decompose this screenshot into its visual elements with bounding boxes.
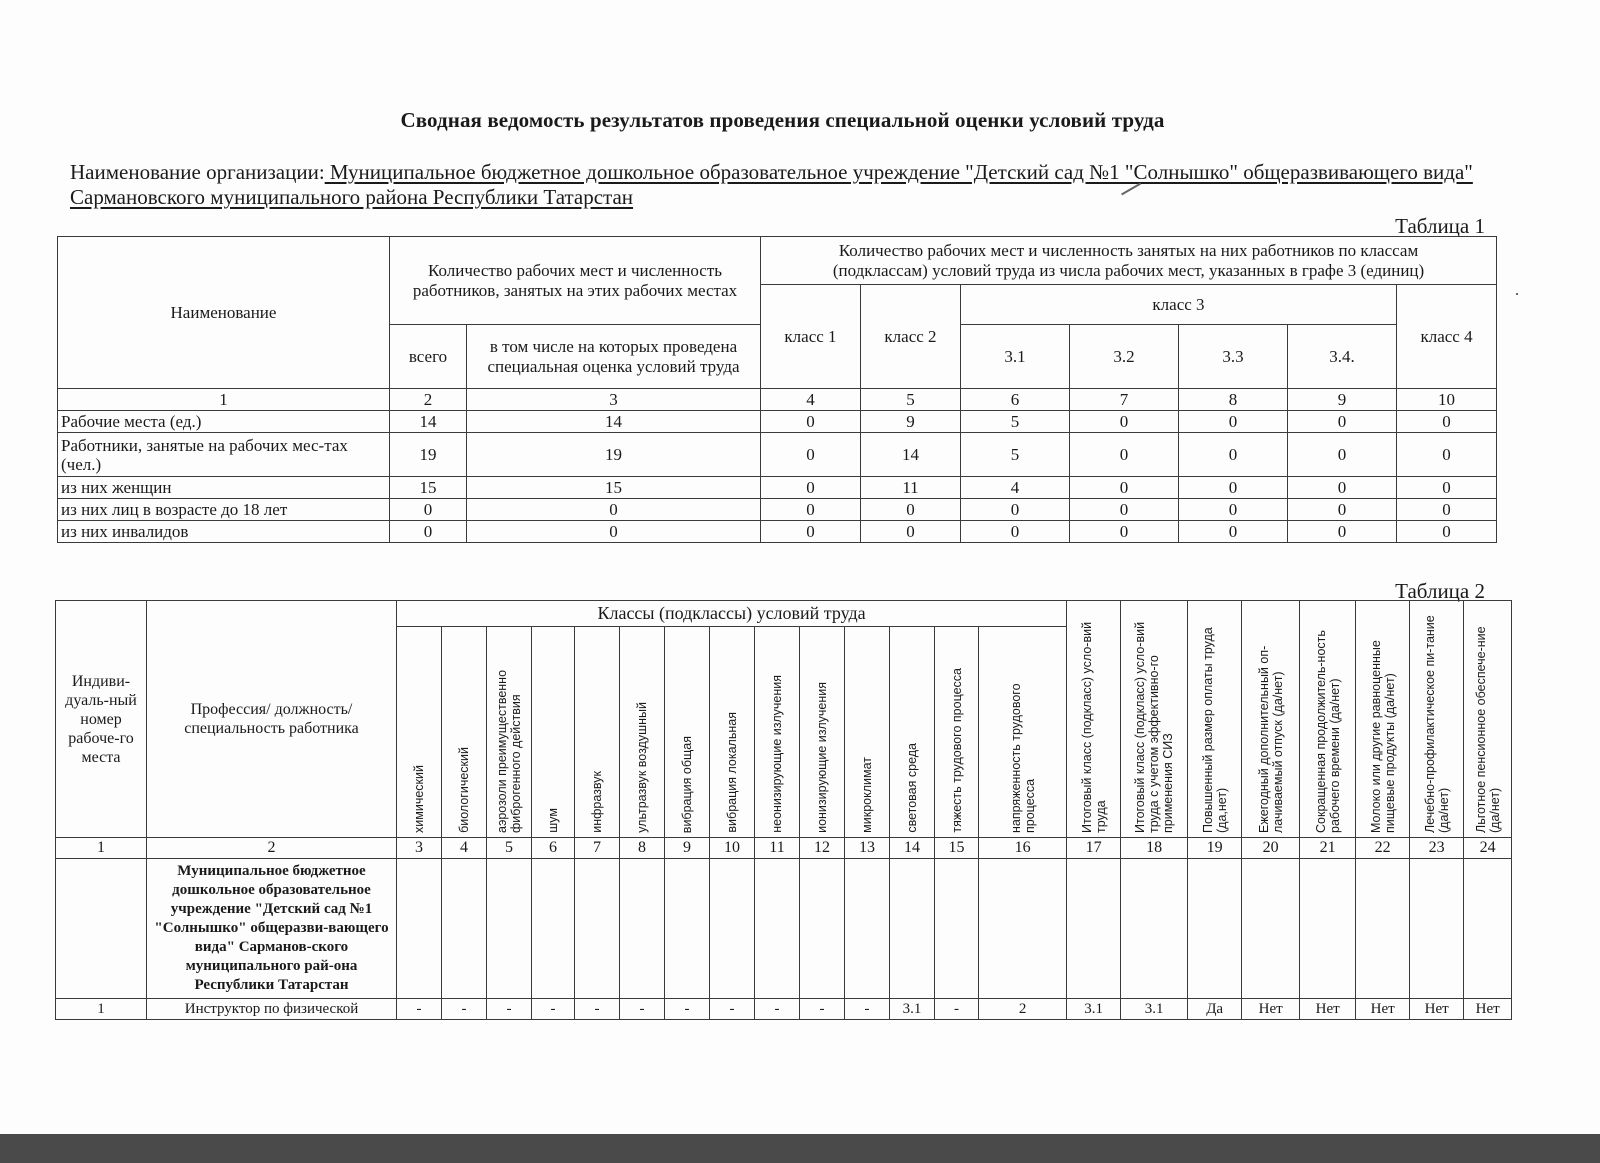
cell-value: 14 bbox=[467, 411, 761, 433]
cell-value: - bbox=[710, 999, 755, 1020]
col-num: 4 bbox=[442, 838, 487, 859]
column-number-row bbox=[58, 389, 1497, 411]
col-num: 2 bbox=[147, 838, 397, 859]
cell-value: 0 bbox=[390, 499, 467, 521]
outcome-label: Итоговый класс (подкласс) усло-вий труда с учетом эффективно-го применения СИЗ bbox=[1133, 621, 1176, 833]
cell-value: Нет bbox=[1464, 999, 1512, 1020]
cell-value: 9 bbox=[861, 411, 961, 433]
col-num: 9 bbox=[1288, 389, 1397, 411]
header-workplaces-group: Количество рабочих мест и численность работников, занятых на этих рабочих местах bbox=[390, 237, 761, 325]
cell-value: 0 bbox=[1179, 521, 1288, 543]
table-row bbox=[58, 411, 1497, 433]
summary-table bbox=[57, 236, 1497, 543]
cell-value: - bbox=[487, 999, 532, 1020]
factor-label: вибрация локальная bbox=[725, 712, 739, 833]
cell-value: 19 bbox=[467, 433, 761, 477]
col-num: 7 bbox=[575, 838, 620, 859]
table-row bbox=[56, 999, 1512, 1020]
table-row bbox=[58, 499, 1497, 521]
header-name: Наименование bbox=[58, 237, 390, 389]
cell-value: 0 bbox=[1397, 411, 1497, 433]
cell-value: 0 bbox=[1070, 499, 1179, 521]
header-outcome bbox=[1464, 601, 1512, 838]
outcome-label: Ежегодный дополнительный оп-лачиваемый отпуск (да/нет) bbox=[1256, 645, 1285, 833]
header-outcome bbox=[1067, 601, 1121, 838]
col-num: 13 bbox=[845, 838, 890, 859]
header-workplace-id: Индиви-дуаль-ный номер рабоче-го места bbox=[56, 601, 147, 838]
cell-value: 0 bbox=[1179, 477, 1288, 499]
header-profession: Профессия/ должность/ специальность работника bbox=[147, 601, 397, 838]
cell-value: 0 bbox=[1179, 433, 1288, 477]
factor-label: ионизирующие излучения bbox=[815, 682, 829, 833]
row-label: Работники, занятые на рабочих мес-тах (чел.) bbox=[58, 433, 390, 477]
cell-value: 19 bbox=[390, 433, 467, 477]
cell-value: 0 bbox=[1288, 499, 1397, 521]
cell-value: - bbox=[845, 999, 890, 1020]
cell-value: - bbox=[620, 999, 665, 1020]
cell-value: 5 bbox=[961, 411, 1070, 433]
table-row bbox=[58, 433, 1497, 477]
header-outcome bbox=[1242, 601, 1300, 838]
factor-label: шум bbox=[546, 808, 560, 833]
header-outcome bbox=[1188, 601, 1242, 838]
header-factor bbox=[979, 627, 1067, 838]
factor-label: инфразвук bbox=[590, 771, 604, 833]
cell-value: 0 bbox=[1397, 499, 1497, 521]
cell-value: 0 bbox=[1397, 477, 1497, 499]
table-row bbox=[58, 521, 1497, 543]
cell-value: 2 bbox=[979, 999, 1067, 1020]
header-class3: класс 3 bbox=[961, 285, 1397, 325]
col-num: 8 bbox=[1179, 389, 1288, 411]
cell-value: 5 bbox=[961, 433, 1070, 477]
col-num: 12 bbox=[800, 838, 845, 859]
factor-label: световая среда bbox=[905, 743, 919, 833]
col-num: 8 bbox=[620, 838, 665, 859]
factor-label: вибрация общая bbox=[680, 735, 694, 833]
cell-value: Да bbox=[1188, 999, 1242, 1020]
cell-value: 14 bbox=[390, 411, 467, 433]
header-classes-group: Классы (подклассы) условий труда bbox=[397, 601, 1067, 627]
header-factor bbox=[487, 627, 532, 838]
cell-value: 15 bbox=[390, 477, 467, 499]
header-total: всего bbox=[390, 325, 467, 389]
col-num: 14 bbox=[890, 838, 935, 859]
cell-value: - bbox=[755, 999, 800, 1020]
cell-value: 0 bbox=[1397, 433, 1497, 477]
col-num: 23 bbox=[1410, 838, 1464, 859]
header-outcome bbox=[1356, 601, 1410, 838]
cell-value: 0 bbox=[390, 521, 467, 543]
header-class-3-4: 3.4. bbox=[1288, 325, 1397, 389]
col-num: 10 bbox=[710, 838, 755, 859]
outcome-label: Лечебно-профилактическое пи-тание (да/нет) bbox=[1422, 615, 1451, 833]
col-num: 7 bbox=[1070, 389, 1179, 411]
col-num: 16 bbox=[979, 838, 1067, 859]
outcome-label: Итоговый класс (подкласс) усло-вий труда bbox=[1079, 621, 1108, 833]
cell-value: 4 bbox=[961, 477, 1070, 499]
factor-label: напряженность трудового процесса bbox=[1008, 683, 1037, 833]
outcome-label: Повышенный размер оплаты труда (да,нет) bbox=[1200, 627, 1229, 833]
cell-value: 0 bbox=[1070, 477, 1179, 499]
header-factor bbox=[532, 627, 575, 838]
cell-value: Нет bbox=[1356, 999, 1410, 1020]
col-num: 6 bbox=[961, 389, 1070, 411]
col-num: 19 bbox=[1188, 838, 1242, 859]
header-class-3-3: 3.3 bbox=[1179, 325, 1288, 389]
cell-value: Нет bbox=[1300, 999, 1356, 1020]
cell-value: 0 bbox=[1288, 521, 1397, 543]
col-num: 6 bbox=[532, 838, 575, 859]
cell-value: - bbox=[800, 999, 845, 1020]
header-factor bbox=[575, 627, 620, 838]
cell-value: 3.1 bbox=[1067, 999, 1121, 1020]
factor-label: тяжесть трудового процесса bbox=[949, 668, 964, 833]
row-label: Рабочие места (ед.) bbox=[58, 411, 390, 433]
col-num: 24 bbox=[1464, 838, 1512, 859]
cell-value: 0 bbox=[761, 521, 861, 543]
row-label: из них лиц в возрасте до 18 лет bbox=[58, 499, 390, 521]
header-factor bbox=[665, 627, 710, 838]
factor-label: химический bbox=[412, 765, 426, 833]
header-class-3-2: 3.2 bbox=[1070, 325, 1179, 389]
col-num: 5 bbox=[487, 838, 532, 859]
col-num: 15 bbox=[935, 838, 979, 859]
cell-value: 0 bbox=[861, 499, 961, 521]
cell-value: 0 bbox=[961, 499, 1070, 521]
header-class1: класс 1 bbox=[761, 285, 861, 389]
header-class2: класс 2 bbox=[861, 285, 961, 389]
cell-value: 3.1 bbox=[1121, 999, 1188, 1020]
header-factor bbox=[710, 627, 755, 838]
col-num: 10 bbox=[1397, 389, 1497, 411]
factor-label: ультразвук воздушный bbox=[635, 702, 649, 833]
header-outcome bbox=[1410, 601, 1464, 838]
cell-value: 0 bbox=[761, 477, 861, 499]
cell-value: - bbox=[397, 999, 442, 1020]
cell-value: - bbox=[442, 999, 487, 1020]
header-factor bbox=[935, 627, 979, 838]
header-factor bbox=[755, 627, 800, 838]
cell-value: 0 bbox=[467, 521, 761, 543]
header-factor bbox=[890, 627, 935, 838]
cell-value: 0 bbox=[1179, 411, 1288, 433]
col-num: 22 bbox=[1356, 838, 1410, 859]
table-row bbox=[58, 477, 1497, 499]
factor-label: биологический bbox=[457, 747, 471, 833]
header-factor bbox=[397, 627, 442, 838]
col-num: 21 bbox=[1300, 838, 1356, 859]
factor-label: аэрозоли преимущественно фиброгенного действия bbox=[495, 669, 523, 833]
cell-value: - bbox=[665, 999, 710, 1020]
document-title: Сводная ведомость результатов проведения специальной оценки условий труда bbox=[400, 108, 1165, 132]
cell-value: 0 bbox=[1288, 411, 1397, 433]
col-num: 5 bbox=[861, 389, 961, 411]
factor-label: неонизирующие излучения bbox=[770, 675, 784, 833]
cell-value: 14 bbox=[861, 433, 961, 477]
cell-value: 15 bbox=[467, 477, 761, 499]
header-outcome bbox=[1121, 601, 1188, 838]
table1-label: Таблица 1 bbox=[1395, 214, 1485, 238]
col-num: 3 bbox=[397, 838, 442, 859]
cell-value: 11 bbox=[861, 477, 961, 499]
table2-label: Таблица 2 bbox=[1395, 579, 1485, 603]
cell-value: Нет bbox=[1242, 999, 1300, 1020]
header-outcome bbox=[1300, 601, 1356, 838]
cell-value: - bbox=[935, 999, 979, 1020]
workplace-table bbox=[55, 600, 1512, 1020]
cell-value: 0 bbox=[1070, 521, 1179, 543]
header-factor bbox=[845, 627, 890, 838]
organization-line bbox=[70, 160, 1490, 210]
organization-label: Наименование организации: bbox=[70, 160, 325, 184]
column-number-row bbox=[56, 838, 1512, 859]
cell-value: 0 bbox=[1179, 499, 1288, 521]
header-factor bbox=[442, 627, 487, 838]
col-num: 3 bbox=[467, 389, 761, 411]
col-num: 9 bbox=[665, 838, 710, 859]
cell-value: 3.1 bbox=[890, 999, 935, 1020]
cell-value: 0 bbox=[761, 433, 861, 477]
header-assessed: в том числе на которых проведена специальная оценка условий труда bbox=[467, 325, 761, 389]
cell-value: 0 bbox=[1288, 433, 1397, 477]
col-num: 18 bbox=[1121, 838, 1188, 859]
cell-value: 0 bbox=[761, 499, 861, 521]
cell-value: 0 bbox=[861, 521, 961, 543]
cell-value: 0 bbox=[1070, 411, 1179, 433]
cell-value: 0 bbox=[961, 521, 1070, 543]
scan-mark bbox=[1516, 293, 1518, 295]
header-factor bbox=[620, 627, 665, 838]
header-class-3-1: 3.1 bbox=[961, 325, 1070, 389]
outcome-label: Льготное пенсионное обеспече-ние (да/нет) bbox=[1473, 626, 1502, 833]
col-num: 4 bbox=[761, 389, 861, 411]
outcome-label: Сокращенная продолжитель-ность рабочего времени (да/нет) bbox=[1313, 630, 1342, 833]
cell-value: 0 bbox=[1288, 477, 1397, 499]
scanner-edge bbox=[0, 1134, 1600, 1163]
col-num: 1 bbox=[56, 838, 147, 859]
col-num: 2 bbox=[390, 389, 467, 411]
cell-value: 0 bbox=[1070, 433, 1179, 477]
header-class4: класс 4 bbox=[1397, 285, 1497, 389]
cell-value: - bbox=[532, 999, 575, 1020]
cell-value: 0 bbox=[467, 499, 761, 521]
cell-value: 0 bbox=[1397, 521, 1497, 543]
row-label: из них женщин bbox=[58, 477, 390, 499]
col-num: 20 bbox=[1242, 838, 1300, 859]
header-classes-group: Количество рабочих мест и численность занятых на них работников по классам (подклассам) условий труда из числа рабочих мест, указанных в графе 3 (единиц) bbox=[761, 237, 1497, 285]
col-num: 11 bbox=[755, 838, 800, 859]
row-label: из них инвалидов bbox=[58, 521, 390, 543]
organization-name-cell: Муниципальное бюджетное дошкольное образовательное учреждение "Детский сад №1 "Солнышко" общеразви-вающего вида" Сарманов-ского муниципального рай-она Республики Татарстан bbox=[147, 859, 397, 999]
cell-value: 0 bbox=[761, 411, 861, 433]
organization-name: Муниципальное бюджетное дошкольное образовательное учреждение "Детский сад №1 "Солнышко" общеразвивающего вида" Сармановского муниципального района Республики Татарстан bbox=[70, 160, 1473, 209]
outcome-label: Молоко или другие равноценные пищевые продукты (да/нет) bbox=[1368, 640, 1397, 833]
organization-row bbox=[56, 859, 1512, 999]
workplace-id: 1 bbox=[56, 999, 147, 1020]
header-factor bbox=[800, 627, 845, 838]
col-num: 17 bbox=[1067, 838, 1121, 859]
factor-label: микроклимат bbox=[860, 757, 874, 833]
col-num: 1 bbox=[58, 389, 390, 411]
cell-value: Нет bbox=[1410, 999, 1464, 1020]
cell-value: - bbox=[575, 999, 620, 1020]
profession: Инструктор по физической bbox=[147, 999, 397, 1020]
